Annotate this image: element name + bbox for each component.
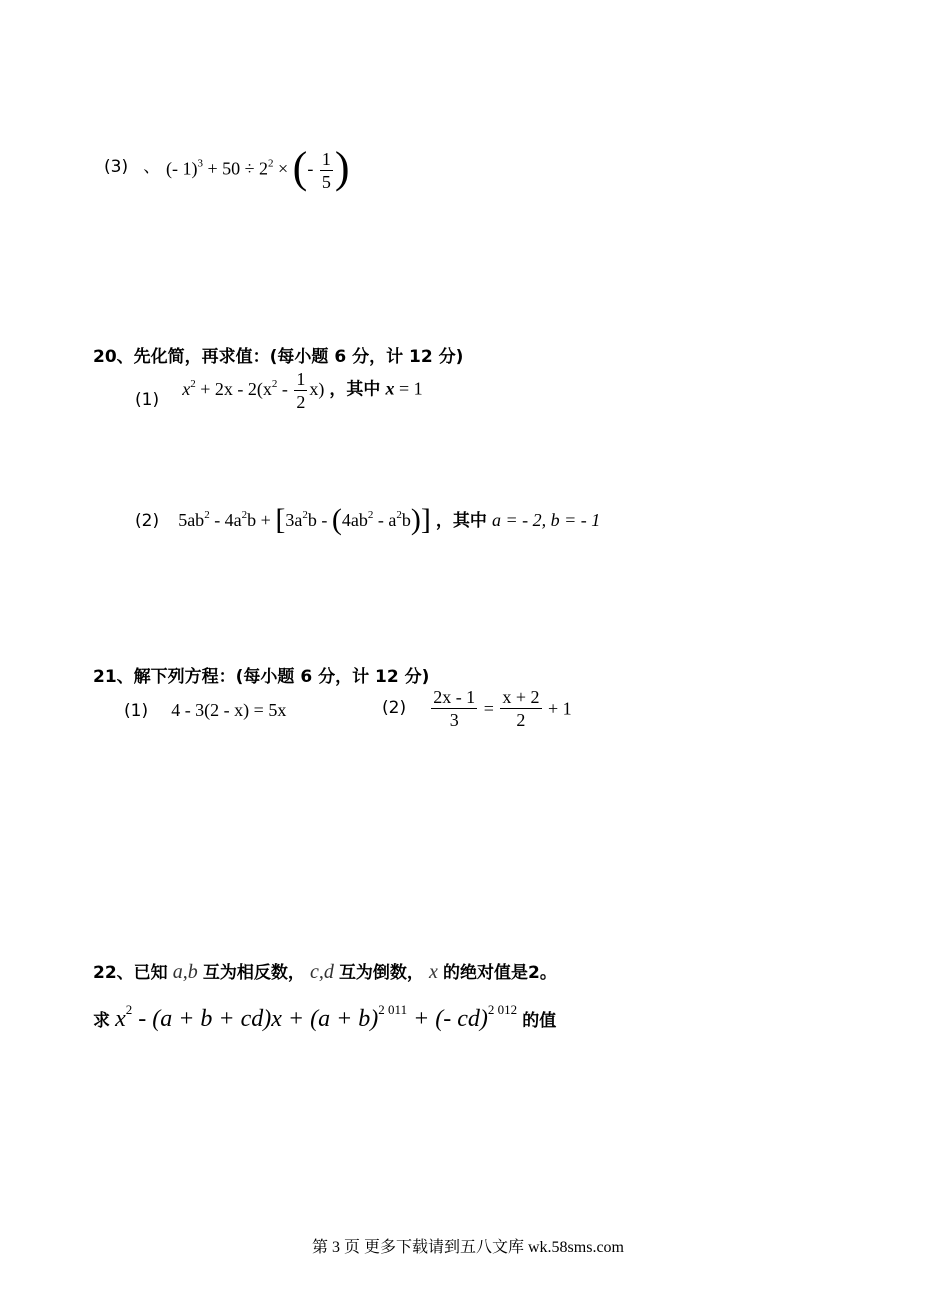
equals: = — [479, 698, 499, 718]
term-d: 3a — [285, 510, 303, 530]
q21-part1 — [124, 700, 286, 721]
fraction-right-denominator: 2 — [516, 710, 526, 730]
q19-part3-sep: 、 — [143, 157, 161, 177]
mid: + 2x - 2(x — [195, 378, 272, 399]
expr-a: (- 1) — [166, 158, 198, 179]
q19-part3-expression — [166, 142, 350, 193]
q22-t3: 的绝对值是2。 — [443, 963, 557, 983]
q20-part1-cond-label: ，其中 — [329, 379, 381, 400]
q22-t2: 互为倒数， — [338, 963, 424, 983]
q19-part3 — [104, 152, 160, 177]
exp-a: 3 — [197, 157, 203, 170]
q20-part1-label: (1) — [135, 389, 160, 410]
q22-e-a: - (a + b + cd)x + (a + b) — [132, 1006, 379, 1032]
var-x: x — [182, 378, 191, 399]
neg-sign: - — [307, 158, 318, 179]
left-paren: ( — [331, 502, 342, 536]
exp-f: 2 — [367, 509, 374, 521]
q22-x: x — [429, 961, 438, 983]
page-footer: 第 3 页 更多下载请到五八文库 wk.58sms.com — [312, 1239, 625, 1256]
term-c: b + — [247, 510, 276, 530]
expr-c: × — [273, 158, 293, 179]
fraction-left-numerator: 2x - 1 — [433, 687, 476, 707]
expr-b: + 50 ÷ 2 — [202, 158, 269, 179]
term-h: b — [401, 510, 411, 530]
left-bracket: [ — [275, 502, 286, 536]
q22-prefix: 22、已知 — [93, 963, 168, 983]
fraction-denominator: 2 — [296, 392, 306, 412]
q20-part1-cond-val: = 1 — [394, 378, 423, 399]
exp: 2 — [190, 377, 196, 390]
q20-part2-cond: a = - 2, b = - 1 — [492, 510, 601, 530]
exp-b: 2 — [241, 509, 248, 521]
q21-title: 21、解下列方程：(每小题 6 分，计 12 分) — [93, 667, 430, 687]
left-paren: ( — [292, 142, 308, 192]
exp-d: 2 — [302, 509, 308, 521]
q21-part1-label: (1) — [124, 701, 149, 721]
tail: + 1 — [543, 698, 572, 718]
right-paren: ) — [334, 142, 350, 192]
exp2: 2 — [271, 377, 278, 390]
end: x) — [309, 378, 325, 399]
q22-e-b: + (- cd) — [407, 1006, 488, 1032]
term-f: 4ab — [341, 510, 368, 530]
q20-part2 — [135, 502, 601, 536]
q21-part1-expression: 4 - 3(2 - x) = 5x — [171, 700, 287, 720]
term-b: - 4a — [209, 510, 242, 530]
q21-part2-expression — [429, 687, 572, 730]
fraction-numerator: 1 — [321, 149, 331, 169]
right-paren: ) — [410, 502, 421, 536]
q22-e-x-exp: 2 — [125, 1002, 133, 1017]
q20-part2-label: (2) — [135, 511, 160, 531]
exp-g: 2 — [396, 509, 402, 521]
q21-part2 — [382, 686, 572, 731]
q22-line2 — [93, 1002, 557, 1033]
fraction-left — [431, 686, 477, 731]
q22-tail: 的值 — [522, 1011, 557, 1031]
q22-t1: 互为相反数， — [202, 963, 305, 983]
fraction — [320, 148, 333, 193]
q20-part1 — [135, 368, 423, 413]
fraction-denominator: 5 — [321, 172, 331, 192]
q20-title: 20、先化简，再求值：(每小题 6 分，计 12 分) — [93, 347, 464, 367]
fraction-left-denominator: 3 — [449, 710, 459, 730]
q22-cd: c,d — [309, 961, 334, 983]
fraction-numerator: 1 — [296, 369, 306, 389]
q22-e-x: x — [115, 1006, 126, 1032]
term-a: 5ab — [178, 510, 205, 530]
term-e: b - — [307, 510, 332, 530]
minus: - — [277, 378, 293, 399]
term-g: - a — [373, 510, 397, 530]
exp-a: 2 — [204, 509, 210, 521]
right-bracket: ] — [420, 502, 431, 536]
q22-e-b-exp: 2 012 — [487, 1002, 518, 1017]
q22-e-a-exp: 2 011 — [378, 1002, 408, 1017]
fraction — [294, 368, 307, 413]
exp-b: 2 — [268, 157, 274, 170]
q20-part1-cond-var: x — [385, 378, 395, 399]
q20-part2-cond-label: ，其中 — [435, 511, 487, 531]
q22-ab: a,b — [172, 961, 198, 983]
q19-part3-label: (3) — [104, 157, 129, 177]
q22-expression — [115, 1002, 518, 1032]
fraction-right-numerator: x + 2 — [502, 687, 540, 707]
q22-line1 — [93, 958, 557, 984]
q22-ask: 求 — [93, 1011, 110, 1031]
q21-part2-label: (2) — [382, 698, 407, 719]
fraction-right — [500, 686, 541, 731]
q20-part2-expression — [178, 502, 431, 536]
q20-part1-expression — [182, 369, 325, 412]
